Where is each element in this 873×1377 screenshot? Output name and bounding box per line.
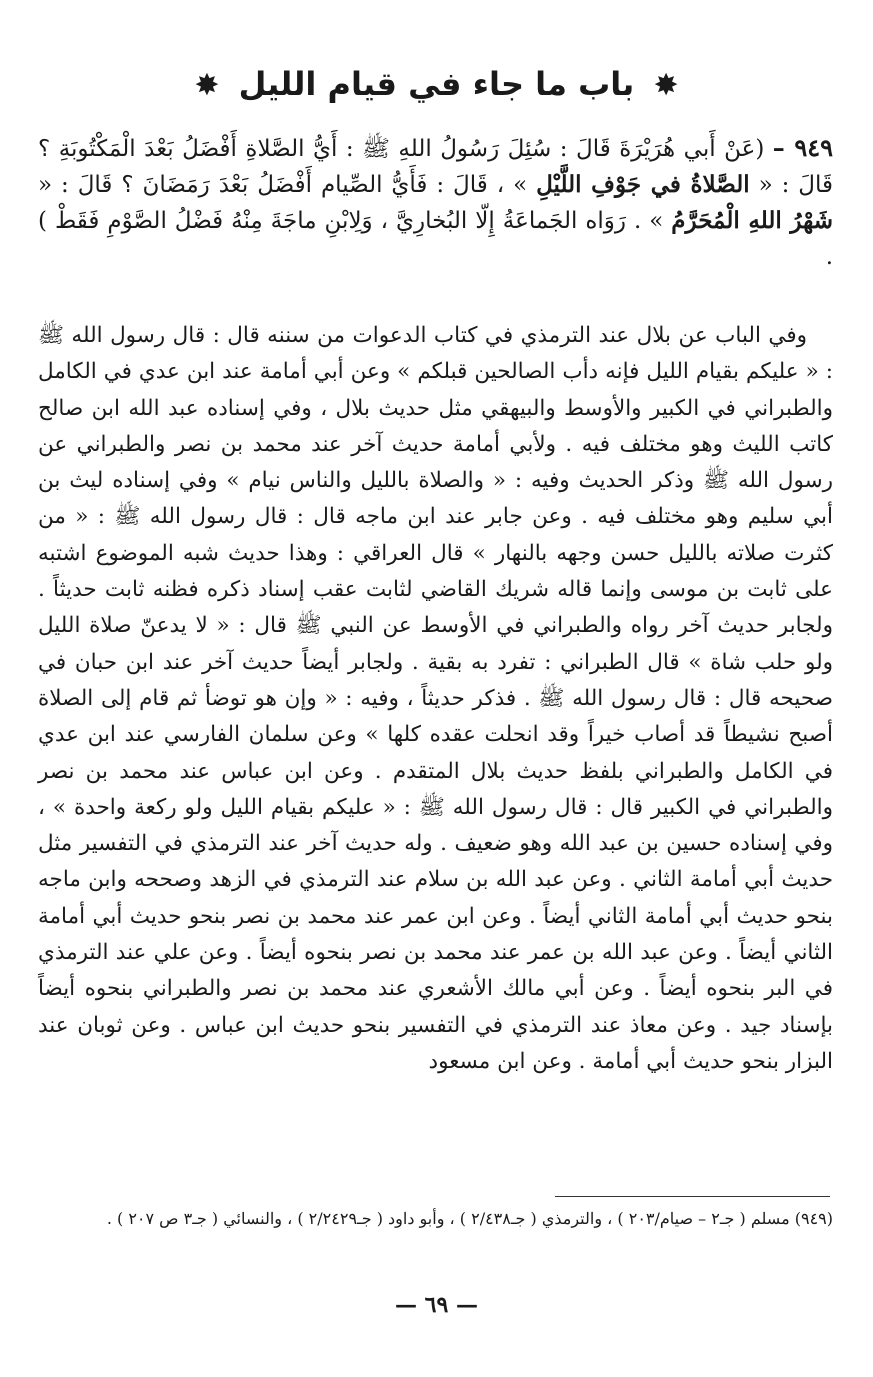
hadith-part: » ، قَالَ : فَأَيُّ الصِّيام أَفْضَلُ بَعْدَ رَمَضَانَ ؟ قَالَ : « — [38, 172, 528, 198]
page-number: — ٦٩ — — [395, 1292, 478, 1318]
chapter-title-text: باب ما جاء في قيام الليل — [238, 65, 635, 103]
hadith-text — [38, 130, 833, 275]
hadith-bold-phrase: الصَّلاةُ في جَوْفِ اللَّيْلِ — [536, 171, 750, 198]
hadith-part: (عَنْ أَبي هُرَيْرَةَ قَالَ : سُئِلَ رَسُولُ اللهِ ﷺ : أَيُّ الصَّلاةِ أَفْضَلُ بَعْدَ الْمَكْتُوبَةِ ؟ قَالَ : « — [38, 136, 834, 198]
hadith-number: ٩٤٩ – — [772, 133, 833, 162]
chapter-title — [0, 62, 873, 108]
ornament-star-icon: ✸ — [194, 68, 220, 103]
commentary-paragraph: وفي الباب عن بلال عند الترمذي في كتاب الدعوات من سننه قال : قال رسول الله ﷺ : « عليكم بقيام الليل فإنه دأب الصالحين قبلكم » وعن أبي أمامة عند ابن عدي في الكامل والطبراني في الكبير والأوسط والبيهقي مثل حديث بلال ، وفي إسناده عبد الله ابن صالح كاتب الليث وهو مختلف فيه . ولأبي أمامة حديث آخر عند محمد بن نصر والطبراني عن رسول الله ﷺ وذكر الحديث وفيه : « والصلاة بالليل والناس نيام » وفي إسناده ليث بن أبي سليم وهو مختلف فيه . وعن جابر عند ابن ماجه قال : قال رسول الله ﷺ : « من كثرت صلاته بالليل حسن وجهه بالنهار » قال العراقي : وهذا حديث شبه الموضوع اشتبه على ثابت بن موسى وإنما قاله شريك القاضي لثابت عقب إسناد ذكره فظنه ثابت حديثاً . ولجابر حديث آخر رواه والطبراني في الأوسط عن النبي ﷺ قال : « لا يدعنّ صلاة الليل ولو حلب شاة » قال الطبراني : تفرد به بقية . ولجابر أيضاً حديث آخر عند ابن حبان في صحيحه قال : قال رسول الله ﷺ . فذكر حديثاً ، وفيه : « وإن هو توضأ ثم قام إلى الصلاة أصبح نشيطاً قد أصاب خيراً وقد انحلت عقده كلها » وعن سلمان الفارسي عند ابن عدي في الكامل والطبراني بلفظ حديث بلال المتقدم . وعن ابن عباس عند محمد بن نصر والطبراني في الكبير قال : قال رسول الله ﷺ : « عليكم بقيام الليل ولو ركعة واحدة » ، وفي إسناده حسين بن عبد الله وهو ضعيف . وله حديث آخر عند الترمذي في التفسير مثل حديث أبي أمامة الثاني . وعن عبد الله بن سلام عند الترمذي في الزهد وصححه وابن ماجه بنحو حديث أبي أمامة الثاني أيضاً . وعن ابن عمر عند محمد بن نصر بنحو حديث أبي أمامة الثاني أيضاً . وعن عبد الله بن عمر عند محمد بن نصر بنحوه أيضاً . وعن علي عند الترمذي في البر بنحوه أيضاً . وعن أبي مالك الأشعري عند محمد بن نصر والطبراني بنحوه أيضاً بإسناد جيد . وعن معاذ عند الترمذي في التفسير بنحو حديث ابن عباس . وعن ثوبان عند البزار بنحو حديث أبي أمامة . وعن ابن مسعود — [38, 323, 833, 1074]
hadith-part: » . رَوَاه الجَماعَةُ إِلّا البُخارِيَّ ، وَلِابْنِ ماجَةَ مِنْهُ فَضْلُ الصَّوْمِ فَقَطْ ) . — [38, 208, 833, 270]
footnote-divider — [555, 1196, 830, 1197]
ornament-star-icon: ✸ — [653, 68, 679, 103]
footnote: (٩٤٩) مسلم ( جـ٢ – صيام/٢٠٣ ) ، والترمذي ( جـ٢/٤٣٨ ) ، وأبو داود ( جـ٢/٢٤٢٩ ) ، والنسائي ( جـ٣ ص ٢٠٧ ) . — [106, 1209, 833, 1228]
commentary — [38, 318, 833, 1080]
hadith-bold-phrase: شَهْرُ اللهِ الْمُحَرَّمُ — [671, 207, 833, 234]
